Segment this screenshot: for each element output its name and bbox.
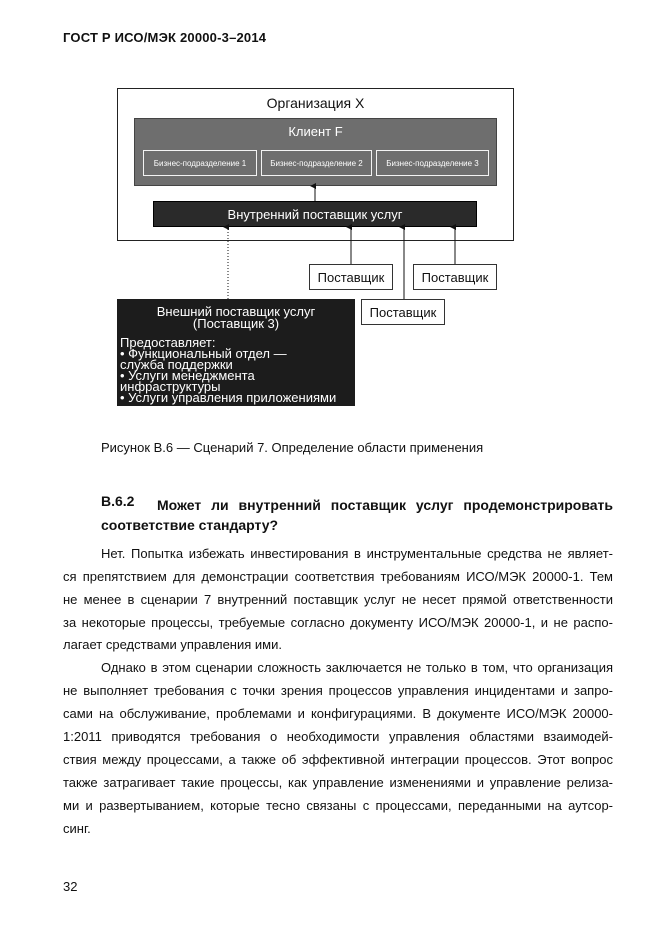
paragraph-2-line: синг. — [63, 821, 91, 836]
paragraph-1-line: не менее в сценарии 7 внутренний поставщик услуг не несет прямой ответственности — [63, 592, 613, 607]
organization-title: Организация X — [266, 95, 365, 111]
paragraph-2-line: сами на обслуживание, проблемами и конфигурациями. В документе ИСО/МЭК 20000- — [63, 706, 613, 721]
paragraph-1-line: Нет. Попытка избежать инвестирования в инструментальные средства не являет- — [101, 546, 613, 561]
external-provides-label: Предоставляет: — [120, 335, 216, 350]
section-title-line2: соответствие стандарту? — [101, 517, 279, 533]
supplier-box-1: Поставщик — [309, 264, 393, 290]
business-unit-3: Бизнес-подразделение 3 — [376, 150, 489, 176]
paragraph-2-line: ми и развертыванием, которые тесно связаны с процессами, переданными на аутсор- — [63, 798, 613, 813]
paragraph-2-line: Однако в этом сценарии сложность заключается не только в том, что организация — [101, 660, 613, 675]
external-provider-title-line1: Внешний поставщик услуг — [156, 304, 316, 319]
external-item: • Функциональный отдел — — [120, 346, 287, 361]
business-unit-1: Бизнес-подразделение 1 — [143, 150, 257, 176]
external-item: • Услуги менеджмента — [120, 368, 255, 383]
internal-provider-box: Внутренний поставщик услуг — [153, 201, 477, 227]
paragraph-2-line: также затрагивает такие процессы, как управление изменениями и управление релиза- — [63, 775, 613, 790]
figure-caption: Рисунок В.6 — Сценарий 7. Определение области применения — [101, 440, 484, 455]
client-title: Клиент F — [288, 124, 343, 139]
section-title-line1: Может ли внутренний поставщик услуг продемонстрировать — [157, 497, 613, 513]
paragraph-2-line: не выполняет требования с точки зрения процессов управления инцидентами и запро- — [63, 683, 613, 698]
paragraph-1-line: лагает средствами управления ими. — [63, 637, 282, 652]
section-number: В.6.2 — [101, 493, 135, 509]
supplier-box-2: Поставщик — [413, 264, 497, 290]
paragraph-1-line: за некоторые процессы, требуемые согласно документу ИСО/МЭК 20000-1, и не распо- — [63, 615, 613, 630]
paragraph-2-line: ствия между процессами, а также об эффективной интеграции процессов. Этот вопрос — [63, 752, 613, 767]
external-item: инфраструктуры — [120, 379, 221, 394]
paragraph-2-line: 1:2011 приводятся требования о необходимости управления областями взаимодей- — [63, 729, 613, 744]
paragraph-1-line: ся препятствием для демонстрации соответствия требованиям ИСО/МЭК 20000-1. Тем — [63, 569, 613, 584]
external-item: служба поддержки — [120, 357, 233, 372]
external-provider-title-line2: (Поставщик 3) — [192, 316, 280, 331]
external-item: • Услуги управления приложениями — [120, 390, 337, 405]
supplier-box-3: Поставщик — [361, 299, 445, 325]
business-unit-2: Бизнес-подразделение 2 — [261, 150, 372, 176]
page-number: 32 — [63, 879, 78, 894]
document-header: ГОСТ Р ИСО/МЭК 20000-3–2014 — [63, 30, 267, 45]
